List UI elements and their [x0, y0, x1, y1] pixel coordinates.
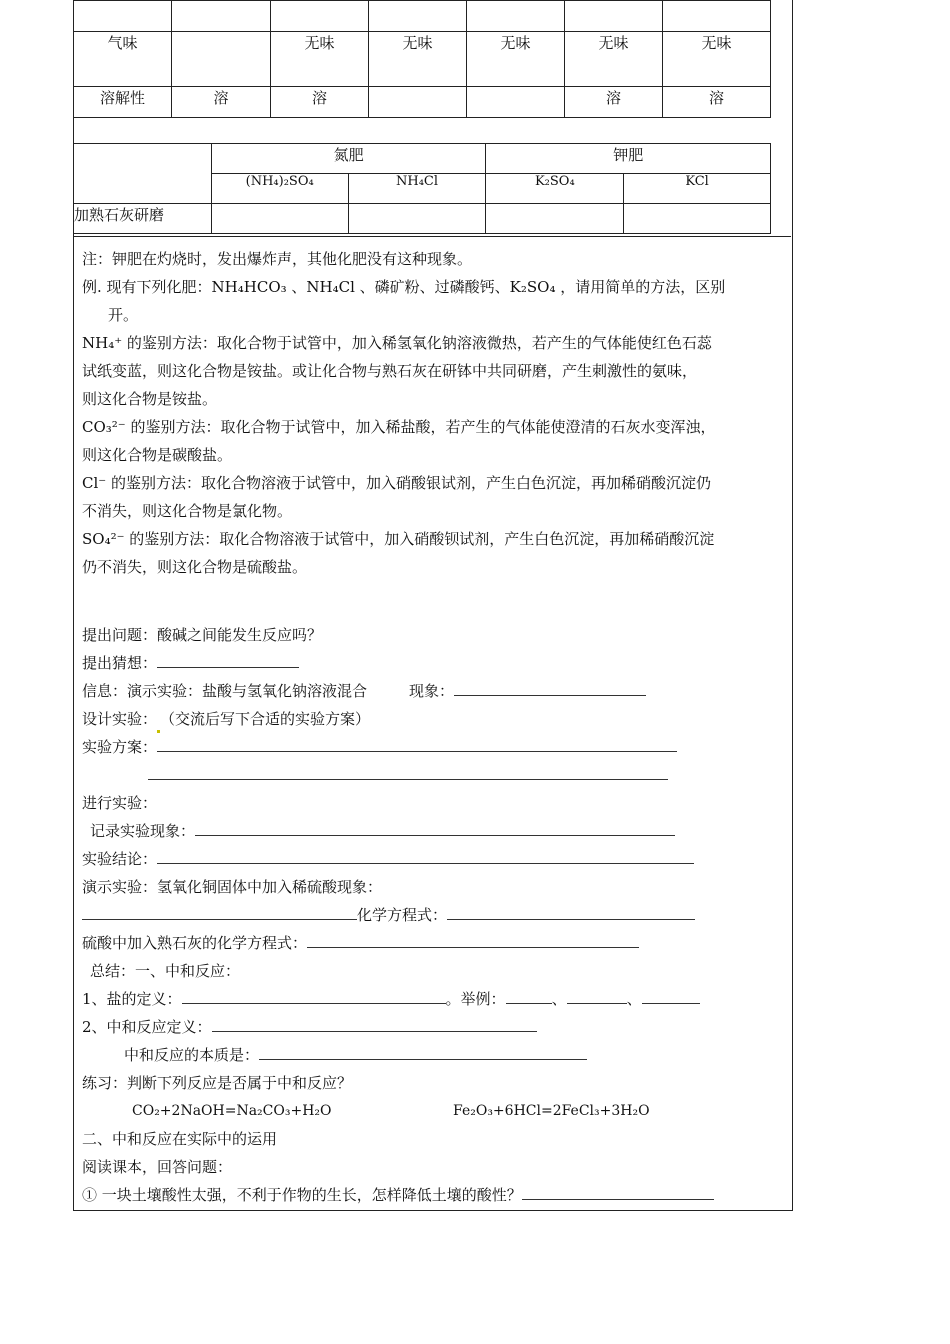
so4-method: SO₄²⁻ 的鉴别方法：取化合物溶液于试管中，加入硝酸钡试剂，产生白色沉淀，再加稀硝酸沉淀: [82, 530, 715, 548]
table-cell: [172, 1, 271, 32]
table-cell: 无味: [467, 32, 565, 87]
plan-blank-2[interactable]: [148, 763, 668, 780]
table-cell: 无味: [565, 32, 663, 87]
table-cell: 无味: [663, 32, 771, 87]
hypothesis-blank[interactable]: [157, 651, 299, 668]
table-cell: 无味: [271, 32, 369, 87]
sulfuric-label: 硫酸中加入熟石灰的化学方程式：: [82, 934, 308, 952]
table-cell: 无味: [369, 32, 467, 87]
table-cell: [211, 204, 348, 234]
plan-label: 实验方案：: [82, 738, 158, 756]
table-cell: [467, 1, 565, 32]
table-cell: [74, 1, 172, 32]
row-label-odor: 气味: [74, 32, 172, 87]
equation-2: Fe₂O₃+6HCl=2FeCl₃+3H₂O: [453, 1103, 650, 1119]
cl-method: Cl⁻ 的鉴别方法：取化合物溶液于试管中，加入硝酸银试剂，产生白色沉淀，再加稀硝酸沉淀仍: [82, 474, 711, 492]
section2-heading: 二、中和反应在实际中的运用: [82, 1130, 278, 1148]
equation-blank[interactable]: [447, 903, 695, 920]
table-cell: [369, 1, 467, 32]
record-blank[interactable]: [195, 819, 675, 836]
compound-header: (NH₄)₂SO₄: [211, 174, 348, 204]
table-cell: 溶: [271, 87, 369, 118]
compound-header: K₂SO₄: [486, 174, 624, 204]
co3-method-cont: 则这化合物是碳酸盐。: [82, 446, 233, 464]
table-cell: [565, 1, 663, 32]
so4-method-cont: 仍不消失，则这化合物是硫酸盐。: [82, 558, 308, 576]
plan-blank[interactable]: [157, 735, 677, 752]
practice-text: 练习：判断下列反应是否属于中和反应？: [82, 1074, 353, 1092]
table-cell: [74, 144, 212, 204]
question-1-blank[interactable]: [522, 1183, 714, 1200]
conclusion-label: 实验结论：: [82, 850, 158, 868]
example-label: 。举例：: [445, 990, 506, 1008]
sulfuric-blank[interactable]: [307, 931, 639, 948]
design-label: 设计实验：: [82, 710, 158, 728]
phenomenon-label: 现象：: [409, 682, 455, 700]
table-cell: 溶: [565, 87, 663, 118]
compound-header: KCl: [624, 174, 771, 204]
design-note: （交流后写下合适的实验方案）: [160, 710, 371, 728]
cl-method-cont: 不消失，则这化合物是氯化物。: [82, 502, 293, 520]
table-cell: [486, 204, 624, 234]
summary-heading: 总结：一、中和反应：: [90, 962, 241, 980]
demo-blank[interactable]: [82, 903, 357, 920]
question-1: ① 一块土壤酸性太强，不利于作物的生长，怎样降低土壤的酸性？: [82, 1186, 522, 1204]
info-text: 信息：演示实验：盐酸与氢氧化钠溶液混合: [82, 682, 368, 700]
demo-text: 演示实验：氢氧化铜固体中加入稀硫酸现象：: [82, 878, 383, 896]
table-cell: [348, 204, 486, 234]
note-text: 注：钾肥在灼烧时，发出爆炸声，其他化肥没有这种现象。: [82, 250, 473, 268]
nitrogen-header: 氮肥: [211, 144, 486, 174]
property-table: [73, 0, 771, 118]
table-cell: [271, 1, 369, 32]
example-text: 例. 现有下列化肥：NH₄HCO₃ 、NH₄Cl 、磷矿粉、过磷酸钙、K₂SO₄ ，请用简单的方法，区别: [82, 278, 726, 296]
read-text: 阅读课本，回答问题：: [82, 1158, 233, 1176]
table-cell: [624, 204, 771, 234]
separator: 、: [626, 990, 642, 1008]
phenomenon-blank[interactable]: [454, 679, 646, 696]
hypothesis-label: 提出猜想：: [82, 654, 158, 672]
nh4-method-cont: 试纸变蓝，则这化合物是铵盐。或让化合物与熟石灰在研钵中共同研磨，产生刺激性的氨味，: [82, 362, 698, 380]
table-cell: [369, 87, 467, 118]
equation-1: CO₂+2NaOH=Na₂CO₃+H₂O: [132, 1103, 332, 1119]
potassium-header: 钾肥: [486, 144, 771, 174]
example-text-cont: 开。: [108, 306, 139, 324]
example-blank-2[interactable]: [567, 987, 627, 1004]
neutral-def-blank[interactable]: [212, 1015, 537, 1032]
nh4-method-cont: 则这化合物是铵盐。: [82, 390, 218, 408]
separator: 、: [551, 990, 567, 1008]
salt-def-label: 1、盐的定义：: [82, 990, 182, 1008]
table-cell: [663, 1, 771, 32]
co3-method: CO₃²⁻ 的鉴别方法：取化合物于试管中，加入稀盐酸，若产生的气体能使澄清的石灰水变浑浊，: [82, 418, 716, 436]
row-label-solubility: 溶解性: [74, 87, 172, 118]
nh4-method: NH₄⁺ 的鉴别方法：取化合物于试管中，加入稀氢氧化钠溶液微热，若产生的气体能使红色石蕊: [82, 334, 712, 352]
table-cell: [172, 32, 271, 87]
example-blank-3[interactable]: [642, 987, 700, 1004]
table-cell: 溶: [663, 87, 771, 118]
record-label: 记录实验现象：: [90, 822, 196, 840]
conclusion-blank[interactable]: [157, 847, 694, 864]
example-blank-1[interactable]: [506, 987, 552, 1004]
divider: [73, 236, 791, 237]
essence-blank[interactable]: [259, 1043, 587, 1060]
essence-label: 中和反应的本质是：: [124, 1046, 260, 1064]
conduct-label: 进行实验：: [82, 794, 158, 812]
row-label-grinding: 加熟石灰研磨: [74, 204, 212, 234]
question-text: 提出问题：酸碱之间能发生反应吗？: [82, 626, 323, 644]
neutral-def-label: 2、中和反应定义：: [82, 1018, 212, 1036]
compound-header: NH₄Cl: [348, 174, 486, 204]
fertilizer-table: [73, 143, 771, 234]
salt-def-blank[interactable]: [182, 987, 446, 1004]
table-cell: [467, 87, 565, 118]
equation-label: 化学方程式：: [357, 906, 448, 924]
table-cell: 溶: [172, 87, 271, 118]
